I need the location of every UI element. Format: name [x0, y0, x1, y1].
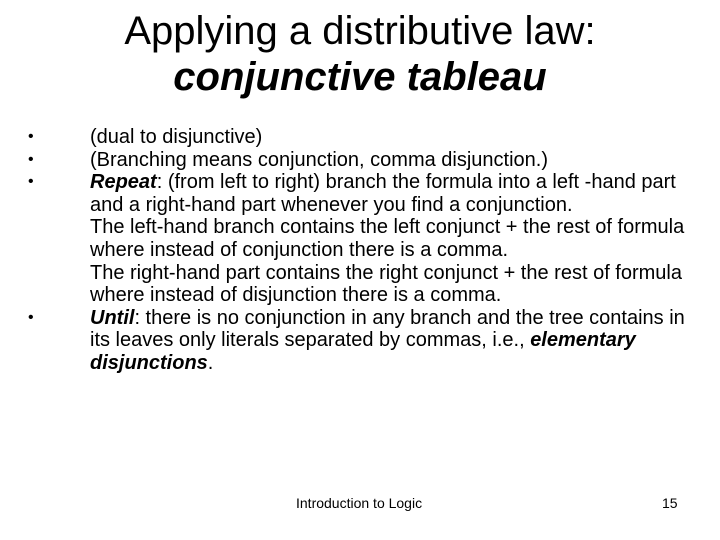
- bullet-icon: •: [28, 308, 34, 326]
- slide-title: [0, 8, 720, 100]
- repeat-rule: [90, 171, 688, 216]
- bullet-text: (dual to disjunctive): [90, 126, 263, 148]
- bullet-icon: •: [28, 150, 34, 168]
- left-branch-description: The left-hand branch contains the left conjunct + the rest of formula where instead of conjunction there is a comma.: [90, 216, 685, 261]
- elementary-disjunctions-term: elementary disjunctions: [90, 329, 636, 374]
- bullet-item-branching: [28, 149, 688, 172]
- until-rule: [90, 307, 688, 375]
- until-description: : there is no conjunction in any branch and the tree contains in its leaves only literals separated by commas, i.e.,: [90, 306, 685, 352]
- page-number: 15: [662, 495, 678, 511]
- until-end: .: [207, 351, 214, 374]
- bullet-item-until: [28, 307, 688, 375]
- title-line-1: Applying a distributive law:: [124, 9, 596, 53]
- bullet-icon: •: [28, 173, 34, 191]
- bullet-icon: •: [28, 128, 34, 145]
- title-line-2: conjunctive tableau: [173, 55, 547, 99]
- right-branch-description: The right-hand part contains the right conjunct + the rest of formula where instead of disjunction there is a comma.: [90, 261, 682, 307]
- bullet-text: (Branching means conjunction, comma disjunction.): [90, 148, 548, 171]
- repeat-description: : (from left to right) branch the formula into a left -hand part and a right-hand part whenever you find a conjunction.: [90, 171, 676, 216]
- footer-text: Introduction to Logic: [296, 495, 423, 511]
- bullet-list: [28, 126, 688, 375]
- repeat-keyword: Repeat: [90, 171, 157, 194]
- bullet-item-repeat: [28, 171, 688, 307]
- bullet-item-dual: [28, 126, 688, 149]
- until-keyword: Until: [90, 306, 135, 329]
